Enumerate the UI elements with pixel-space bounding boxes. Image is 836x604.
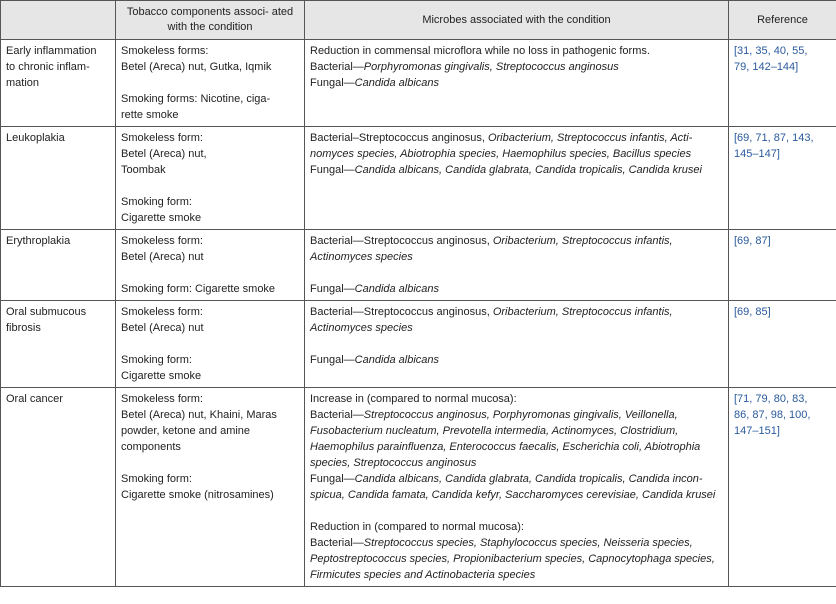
- condition-cell: [1, 388, 116, 587]
- header-row: [1, 1, 836, 40]
- header-reference: Reference: [729, 1, 836, 40]
- reference-cell: [729, 388, 836, 587]
- tobacco-cell: [116, 301, 305, 388]
- tobacco-cell: [116, 127, 305, 230]
- tobacco-line: Smokeless form:: [121, 393, 203, 405]
- tobacco-line: [121, 455, 299, 471]
- tobacco-line: Smoking form:: [121, 473, 192, 485]
- tobacco-line: Toombak: [121, 164, 166, 176]
- condition-line: Oral submucous: [6, 306, 87, 318]
- table-row: [1, 388, 836, 587]
- microbes-line: Reduction in commensal microflora while no loss in pathogenic forms.: [310, 45, 650, 57]
- microbes-line: spicua, Candida famata, Candida kefyr, Saccharomyces cerevisiae, Candida krusei: [310, 489, 716, 501]
- reference-cell: [729, 230, 836, 301]
- condition-line: Leukoplakia: [6, 132, 65, 144]
- tobacco-line: Smokeless form:: [121, 235, 203, 247]
- condition-line: Early inflammation: [6, 45, 97, 57]
- condition-line: fibrosis: [6, 322, 41, 334]
- condition-cell: [1, 127, 116, 230]
- microbes-line: [310, 503, 723, 519]
- reference-line[interactable]: 86, 87, 98, 100,: [734, 409, 811, 421]
- reference-line[interactable]: 147–151]: [734, 425, 780, 437]
- microbes-cell: [305, 127, 729, 230]
- header-tobacco: [116, 1, 305, 40]
- microbes-line: nomyces species, Abiotrophia species, Haemophilus species, Bacillus species: [310, 148, 692, 160]
- microbes-line: Fungal—Candida albicans: [310, 354, 440, 366]
- table-row: [1, 40, 836, 127]
- microbes-line: [310, 265, 723, 281]
- table-row: [1, 230, 836, 301]
- header-condition: [1, 1, 116, 40]
- header-microbes: Microbes associated with the condition: [305, 1, 729, 40]
- tobacco-cell: [116, 230, 305, 301]
- microbes-line: Fungal—Candida albicans: [310, 283, 440, 295]
- tobacco-cell: [116, 40, 305, 127]
- microbes-line: Bacterial–Streptococcus anginosus, Oribacterium, Streptococcus infantis, Acti-: [310, 132, 693, 144]
- tobacco-line: components: [121, 441, 181, 453]
- condition-line: Erythroplakia: [6, 235, 71, 247]
- microbes-line: Fusobacterium nucleatum, Prevotella intermedia, Actinomyces, Clostridium,: [310, 425, 679, 437]
- microbes-line: Fungal—Candida albicans, Candida glabrata, Candida tropicalis, Candida incon-: [310, 473, 703, 485]
- table-row: [1, 301, 836, 388]
- tobacco-line: Smokeless forms:: [121, 45, 209, 57]
- tobacco-line: Cigarette smoke (nitrosamines): [121, 489, 274, 501]
- microbes-line: Haemophilus parainfluenza, Enterococcus faecalis, Escherichia coli, Abiotrophia: [310, 441, 701, 453]
- tobacco-line: powder, ketone and amine: [121, 425, 251, 437]
- reference-line[interactable]: [31, 35, 40, 55,: [734, 45, 808, 57]
- tobacco-line: [121, 75, 299, 91]
- condition-line: mation: [6, 77, 40, 89]
- microbes-cell: [305, 230, 729, 301]
- tobacco-line: Betel (Areca) nut: [121, 251, 204, 263]
- reference-line[interactable]: [69, 71, 87, 143,: [734, 132, 814, 144]
- microbes-line: species, Streptococcus anginosus: [310, 457, 477, 469]
- condition-cell: [1, 301, 116, 388]
- tobacco-line: Smoking forms: Nicotine, ciga-: [121, 93, 271, 105]
- tobacco-line: [121, 265, 299, 281]
- microbes-line: Fungal—Candida albicans: [310, 77, 440, 89]
- table-row: [1, 127, 836, 230]
- tobacco-line: Smoking form:: [121, 354, 192, 366]
- tobacco-line: Betel (Areca) nut: [121, 322, 204, 334]
- microbes-line: Actinomyces species: [310, 322, 413, 334]
- tobacco-line: Smokeless form:: [121, 132, 203, 144]
- header-tobacco-text: Tobacco components associ- ated with the condition: [126, 6, 294, 33]
- microbes-line: Fungal—Candida albicans, Candida glabrata, Candida tropicalis, Candida krusei: [310, 164, 702, 176]
- tobacco-line: [121, 178, 299, 194]
- condition-line: to chronic inflam-: [6, 61, 90, 73]
- microbes-line: Peptostreptococcus species, Propionibacterium species, Capnocytophaga species,: [310, 553, 715, 565]
- tobacco-line: Betel (Areca) nut, Khaini, Maras: [121, 409, 277, 421]
- microbes-line: [310, 336, 723, 352]
- microbes-cell: [305, 301, 729, 388]
- condition-cell: [1, 230, 116, 301]
- tobacco-line: Cigarette smoke: [121, 370, 202, 382]
- reference-line[interactable]: [71, 79, 80, 83,: [734, 393, 808, 405]
- reference-cell: [729, 301, 836, 388]
- reference-line[interactable]: [69, 87]: [734, 235, 771, 247]
- reference-line[interactable]: 145–147]: [734, 148, 780, 160]
- tobacco-cell: [116, 388, 305, 587]
- tobacco-line: Smoking form: Cigarette smoke: [121, 283, 276, 295]
- microbes-line: Bacterial—Streptococcus anginosus, Porphyromonas gingivalis, Veillonella,: [310, 409, 678, 421]
- tobacco-line: Smokeless form:: [121, 306, 203, 318]
- microbes-line: Bacterial—Streptococcus anginosus, Oribacterium, Streptococcus infantis,: [310, 235, 673, 247]
- tobacco-line: Cigarette smoke: [121, 212, 202, 224]
- reference-line[interactable]: 79, 142–144]: [734, 61, 799, 73]
- condition-cell: [1, 40, 116, 127]
- microbes-line: Bacterial—Porphyromonas gingivalis, Streptococcus anginosus: [310, 61, 619, 73]
- microbes-line: Actinomyces species: [310, 251, 413, 263]
- reference-line[interactable]: [69, 85]: [734, 306, 771, 318]
- tobacco-line: rette smoke: [121, 109, 179, 121]
- tobacco-line: Betel (Areca) nut, Gutka, Iqmik: [121, 61, 272, 73]
- microbes-line: Reduction in (compared to normal mucosa):: [310, 521, 524, 533]
- microbes-line: Firmicutes species and Actinobacteria species: [310, 569, 536, 581]
- condition-line: Oral cancer: [6, 393, 63, 405]
- tobacco-line: Smoking form:: [121, 196, 192, 208]
- microbes-cell: [305, 40, 729, 127]
- tobacco-line: [121, 336, 299, 352]
- reference-cell: [729, 40, 836, 127]
- microbes-line: Bacterial—Streptococcus anginosus, Oribacterium, Streptococcus infantis,: [310, 306, 673, 318]
- reference-cell: [729, 127, 836, 230]
- tobacco-line: Betel (Areca) nut,: [121, 148, 207, 160]
- microbes-line: Bacterial—Streptococcus species, Staphylococcus species, Neisseria species,: [310, 537, 693, 549]
- microbes-line: Increase in (compared to normal mucosa):: [310, 393, 517, 405]
- microbes-cell: [305, 388, 729, 587]
